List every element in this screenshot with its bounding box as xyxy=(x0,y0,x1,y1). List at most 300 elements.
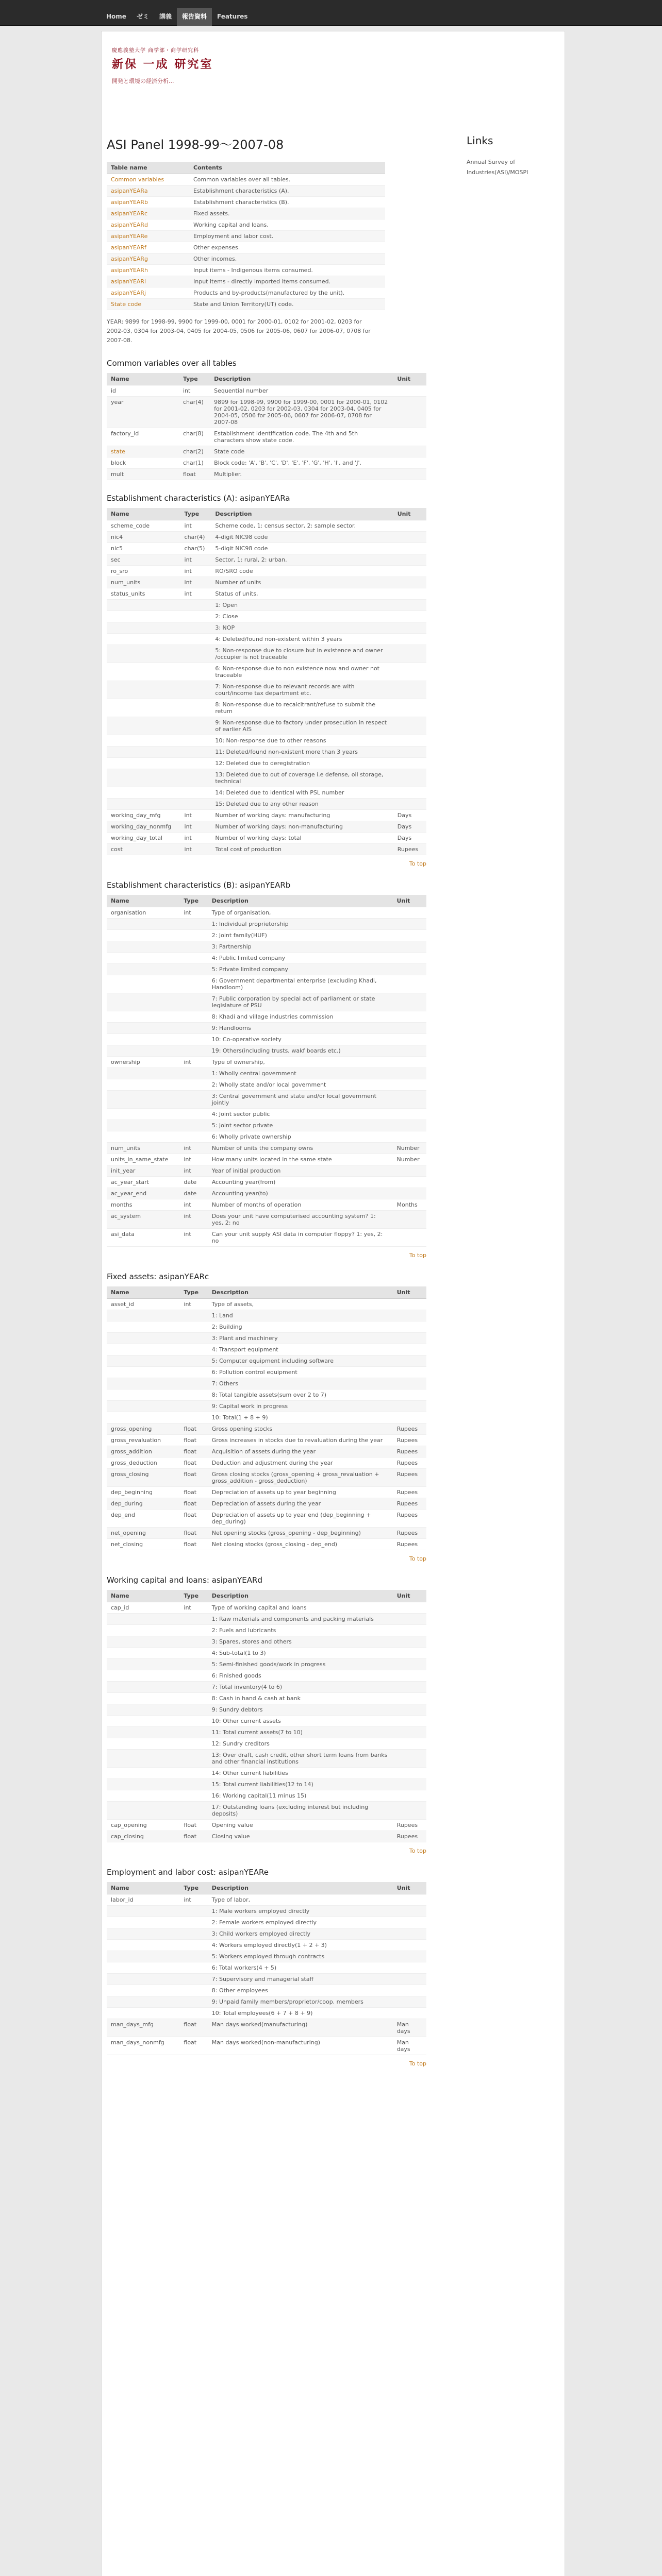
cell-description: 7: Total inventory(4 to 6) xyxy=(208,1682,393,1693)
cell-type xyxy=(179,975,207,993)
cell-type xyxy=(179,1985,207,1996)
cell-description: Number of working days: non-manufacturing xyxy=(211,821,393,833)
table-row xyxy=(107,941,426,953)
table-row xyxy=(107,1727,426,1738)
cell-type: int xyxy=(179,1199,207,1211)
to-top-link[interactable]: To top xyxy=(409,1848,426,1854)
cell-description: Number of working days: manufacturing xyxy=(211,810,393,821)
cell-description: 4: Deleted/found non-existent within 3 years xyxy=(211,634,393,645)
table-row xyxy=(107,975,426,993)
cell-unit xyxy=(393,1682,426,1693)
table-row xyxy=(107,1446,426,1458)
cell-name xyxy=(107,1738,179,1750)
table-row xyxy=(107,964,426,975)
cell-name: cap_id xyxy=(107,1602,179,1614)
cell-unit xyxy=(393,1299,426,1310)
cell-type xyxy=(180,611,211,622)
cell-description: Number of working days: total xyxy=(211,833,393,844)
cell-type xyxy=(179,1670,207,1682)
table-row xyxy=(107,993,426,1011)
index-cell-contents: Employment and labor cost. xyxy=(189,231,385,242)
to-top-link[interactable]: To top xyxy=(409,2060,426,2067)
cell-unit xyxy=(393,1389,426,1401)
index-row xyxy=(107,174,385,185)
cell-description: Closing value xyxy=(208,1831,393,1842)
cell-type xyxy=(179,1131,207,1143)
cell-description: 10: Non-response due to other reasons xyxy=(211,735,393,747)
table-row xyxy=(107,717,426,735)
cell-unit: Rupees xyxy=(393,1510,426,1528)
cell-unit: Days xyxy=(393,821,426,833)
cell-type xyxy=(179,1648,207,1659)
cell-type: float xyxy=(179,1469,207,1487)
index-table-link[interactable]: asipanYEARh xyxy=(111,267,148,274)
cell-name: nic5 xyxy=(107,543,180,554)
table-row xyxy=(107,1389,426,1401)
cell-name: scheme_code xyxy=(107,520,180,532)
cell-unit xyxy=(393,622,426,634)
cell-description: 5: Joint sector private xyxy=(208,1120,393,1131)
cell-type xyxy=(180,717,211,735)
table-row xyxy=(107,810,426,821)
cell-name: asset_id xyxy=(107,1299,179,1310)
cell-unit xyxy=(393,681,426,699)
section-title: Establishment characteristics (A): asipanYEARa xyxy=(107,494,290,503)
cell-description: Accounting year(from) xyxy=(208,1177,393,1188)
table-row xyxy=(107,428,426,446)
table-row xyxy=(107,1199,426,1211)
index-table-link[interactable]: asipanYEARe xyxy=(111,233,148,240)
cell-unit xyxy=(393,1738,426,1750)
table-row xyxy=(107,1034,426,1045)
cell-name xyxy=(107,1779,179,1790)
cell-type xyxy=(179,1120,207,1131)
table-row xyxy=(107,1143,426,1154)
cell-unit xyxy=(393,1378,426,1389)
cell-type xyxy=(179,1023,207,1034)
cell-type xyxy=(179,1704,207,1716)
table-row xyxy=(107,397,426,428)
table-row xyxy=(107,1790,426,1802)
cell-name: dep_beginning xyxy=(107,1487,179,1498)
cell-description: 3: Partnership xyxy=(208,941,393,953)
cell-name xyxy=(107,1131,179,1143)
cell-name: net_closing xyxy=(107,1539,179,1550)
logo-title: 新保 一成 研究室 xyxy=(112,58,213,71)
cell-description: 4: Workers employed directly(1 + 2 + 3) xyxy=(208,1940,393,1951)
cell-description: 14: Deleted due to identical with PSL number xyxy=(211,787,393,799)
index-table-link[interactable]: Common variables xyxy=(111,176,164,183)
cell-name xyxy=(107,1659,179,1670)
cell-type xyxy=(179,1079,207,1091)
logo-subtitle: 開発と環境の経済分析... xyxy=(112,78,174,84)
cell-type xyxy=(179,1091,207,1109)
column-header: Unit xyxy=(393,1286,426,1299)
cell-unit xyxy=(393,919,426,930)
cell-type: char(4) xyxy=(180,532,211,543)
cell-name: mult xyxy=(107,469,179,480)
cell-name xyxy=(107,1120,179,1131)
column-header: Type xyxy=(180,508,211,520)
cell-type xyxy=(179,1045,207,1057)
index-cell-contents: Input items - directly imported items consumed. xyxy=(189,276,385,287)
cell-description: 1: Raw materials and components and packing materials xyxy=(208,1614,393,1625)
cell-unit xyxy=(393,577,426,588)
cell-description: 1: Open xyxy=(211,600,393,611)
cell-unit xyxy=(393,1229,426,1247)
cell-unit xyxy=(393,993,426,1011)
cell-name xyxy=(107,699,180,717)
table-row xyxy=(107,1738,426,1750)
cell-unit: Rupees xyxy=(393,1498,426,1510)
column-header: Unit xyxy=(393,373,426,385)
cell-type: date xyxy=(179,1188,207,1199)
cell-unit xyxy=(393,634,426,645)
cell-description: 7: Others xyxy=(208,1378,393,1389)
cell-type: int xyxy=(179,1154,207,1165)
cell-unit xyxy=(393,1996,426,2008)
cell-description: Opening value xyxy=(208,1820,393,1831)
cell-type: char(4) xyxy=(179,397,210,428)
cell-name xyxy=(107,1790,179,1802)
sidebar xyxy=(467,134,554,177)
cell-name: ac_year_end xyxy=(107,1188,179,1199)
index-table-link[interactable]: asipanYEARb xyxy=(111,199,148,206)
cell-name: dep_during xyxy=(107,1498,179,1510)
cell-name xyxy=(107,1011,179,1023)
cell-type: float xyxy=(179,2019,207,2037)
cell-unit xyxy=(393,1011,426,1023)
cell-unit xyxy=(393,397,426,428)
cell-description: State code xyxy=(210,446,393,457)
table-row xyxy=(107,1412,426,1423)
cell-description: Multiplier. xyxy=(210,469,393,480)
cell-type xyxy=(180,735,211,747)
index-cell-name xyxy=(107,287,189,299)
nav-item-2[interactable]: 講義 xyxy=(159,13,172,20)
cell-name: gross_opening xyxy=(107,1423,179,1435)
cell-name xyxy=(107,1940,179,1951)
index-table-link[interactable]: asipanYEARi xyxy=(111,278,146,285)
cell-unit xyxy=(393,1928,426,1940)
table-row xyxy=(107,1401,426,1412)
table-row xyxy=(107,907,426,919)
cell-type: int xyxy=(179,1211,207,1229)
cell-type xyxy=(179,993,207,1011)
cell-name: gross_revaluation xyxy=(107,1435,179,1446)
table-row xyxy=(107,1820,426,1831)
cell-type: float xyxy=(179,469,210,480)
index-header-name: Table name xyxy=(107,162,189,174)
cell-name xyxy=(107,1333,179,1344)
cell-name: init_year xyxy=(107,1165,179,1177)
cell-description: 7: Supervisory and managerial staff xyxy=(208,1974,393,1985)
cell-unit xyxy=(393,554,426,566)
cell-name: year xyxy=(107,397,179,428)
cell-type: int xyxy=(180,520,211,532)
cell-description: Gross closing stocks (gross_opening + gross_revaluation + gross_addition - gross_deduction) xyxy=(208,1469,393,1487)
cell-unit xyxy=(393,385,426,397)
table-row xyxy=(107,1704,426,1716)
cell-description: 12: Deleted due to deregistration xyxy=(211,758,393,769)
table-row xyxy=(107,1648,426,1659)
cell-unit xyxy=(393,1131,426,1143)
index-cell-name xyxy=(107,174,189,185)
cell-description: 7: Public corporation by special act of parliament or state legislature of PSU xyxy=(208,993,393,1011)
cell-description: Number of units xyxy=(211,577,393,588)
index-table-link[interactable]: asipanYEARd xyxy=(111,222,148,228)
cell-description: Accounting year(to) xyxy=(208,1188,393,1199)
to-top-link[interactable]: To top xyxy=(409,860,426,867)
cell-type xyxy=(179,1996,207,2008)
cell-unit xyxy=(393,1625,426,1636)
cell-type: int xyxy=(180,577,211,588)
nav-item-3[interactable]: 報告資料 xyxy=(177,8,212,26)
cell-description: Deduction and adjustment during the year xyxy=(208,1458,393,1469)
cell-description: 19: Others(including trusts, wakf boards etc.) xyxy=(208,1045,393,1057)
cell-name xyxy=(107,1906,179,1917)
cell-type xyxy=(180,787,211,799)
cell-unit xyxy=(393,1614,426,1625)
cell-unit xyxy=(393,611,426,622)
cell-type xyxy=(179,1940,207,1951)
column-header: Name xyxy=(107,1882,179,1894)
table-row xyxy=(107,833,426,844)
table-row xyxy=(107,699,426,717)
cell-unit xyxy=(393,588,426,600)
cell-unit xyxy=(393,532,426,543)
table-row xyxy=(107,446,426,457)
cell-name xyxy=(107,1625,179,1636)
table-row xyxy=(107,543,426,554)
cell-description: 15: Total current liabilities(12 to 14) xyxy=(208,1779,393,1790)
cell-type xyxy=(179,1389,207,1401)
main-content xyxy=(107,134,529,2067)
cell-type xyxy=(179,1738,207,1750)
table-row xyxy=(107,1498,426,1510)
table-row xyxy=(107,1211,426,1229)
cell-name xyxy=(107,1310,179,1321)
index-cell-name xyxy=(107,276,189,287)
cell-unit xyxy=(393,428,426,446)
cell-description: Year of initial production xyxy=(208,1165,393,1177)
cell-description: How many units located in the same state xyxy=(208,1154,393,1165)
table-row xyxy=(107,758,426,769)
cell-unit xyxy=(393,799,426,810)
cell-type: int xyxy=(179,1057,207,1068)
cell-unit xyxy=(393,907,426,919)
cell-name xyxy=(107,1951,179,1962)
cell-name: man_days_nonmfg xyxy=(107,2037,179,2055)
table-row xyxy=(107,1917,426,1928)
cell-type xyxy=(180,663,211,681)
table-row xyxy=(107,1659,426,1670)
cell-type: int xyxy=(179,907,207,919)
column-header: Name xyxy=(107,895,179,907)
page-title: ASI Panel 1998-99〜2007-08 xyxy=(107,138,284,152)
table-row xyxy=(107,663,426,681)
column-header: Name xyxy=(107,373,179,385)
cell-type xyxy=(179,1802,207,1820)
table-row xyxy=(107,1831,426,1842)
cell-unit: Days xyxy=(393,810,426,821)
cell-description: 11: Deleted/found non-existent more than 3 years xyxy=(211,747,393,758)
table-row xyxy=(107,645,426,663)
cell-name xyxy=(107,663,180,681)
table-row xyxy=(107,787,426,799)
cell-name: factory_id xyxy=(107,428,179,446)
cell-type xyxy=(179,1768,207,1779)
cell-type: float xyxy=(179,1539,207,1550)
cell-name xyxy=(107,634,180,645)
cell-name: working_day_nonmfg xyxy=(107,821,180,833)
cell-name xyxy=(107,1614,179,1625)
table-row xyxy=(107,1602,426,1614)
table-row xyxy=(107,2037,426,2055)
cell-unit: Rupees xyxy=(393,844,426,855)
cell-description: Type of ownership, xyxy=(208,1057,393,1068)
cell-unit xyxy=(393,1790,426,1802)
cell-description: 8: Non-response due to recalcitrant/refuse to submit the return xyxy=(211,699,393,717)
cell-type xyxy=(179,1951,207,1962)
nav-item-4[interactable]: Features xyxy=(217,13,248,20)
cell-type xyxy=(179,930,207,941)
cell-description: 10: Total employees(6 + 7 + 8 + 9) xyxy=(208,2008,393,2019)
cell-description: 6: Finished goods xyxy=(208,1670,393,1682)
table-row xyxy=(107,1131,426,1143)
nav-item-1[interactable]: ゼミ xyxy=(136,13,149,20)
cell-unit: Rupees xyxy=(393,1469,426,1487)
cell-unit xyxy=(393,1602,426,1614)
index-cell-contents: Input items - Indigenous items consumed. xyxy=(189,265,385,276)
variable-table xyxy=(107,373,426,480)
to-top-link[interactable]: To top xyxy=(409,1555,426,1562)
table-row xyxy=(107,566,426,577)
cell-description: Type of assets, xyxy=(208,1299,393,1310)
cell-unit xyxy=(393,953,426,964)
cell-description: Does your unit have computerised accounting system? 1: yes, 2: no xyxy=(208,1211,393,1229)
cell-description: 6: Government departmental enterprise (excluding Khadi, Handloom) xyxy=(208,975,393,993)
cell-description: Depreciation of assets during the year xyxy=(208,1498,393,1510)
cell-description: 10: Total(1 + 8 + 9) xyxy=(208,1412,393,1423)
years-note: YEAR: 9899 for 1998-99, 9900 for 1999-00, 0001 for 2000-01, 0102 for 2001-02, 0203 for 2002-03, 0304 for 2003-04, 0405 for 2004-05, 0506 for 2005-06, 0607 for 2006-07, 0708 for 2007-08. xyxy=(107,318,371,344)
index-cell-contents: State and Union Territory(UT) code. xyxy=(189,299,385,310)
cell-unit: Rupees xyxy=(393,1423,426,1435)
cell-name xyxy=(107,975,179,993)
cell-description: Type of labor, xyxy=(208,1894,393,1906)
cell-name xyxy=(107,1412,179,1423)
index-table-link[interactable]: asipanYEARa xyxy=(111,188,148,194)
cell-name: organisation xyxy=(107,907,179,919)
cell-name xyxy=(107,930,179,941)
index-header-contents: Contents xyxy=(189,162,385,174)
index-table-link[interactable]: asipanYEARc xyxy=(111,210,148,217)
cell-description: 5: Private limited company xyxy=(208,964,393,975)
to-top-link[interactable]: To top xyxy=(409,1252,426,1259)
table-row xyxy=(107,1458,426,1469)
table-row xyxy=(107,1177,426,1188)
cell-type xyxy=(180,747,211,758)
cell-name xyxy=(107,1068,179,1079)
cell-name: dep_end xyxy=(107,1510,179,1528)
cell-unit xyxy=(393,1768,426,1779)
index-table-link[interactable]: State code xyxy=(111,301,142,308)
index-cell-contents: Other incomes. xyxy=(189,253,385,265)
index-cell-name xyxy=(107,219,189,231)
cell-type: int xyxy=(179,1894,207,1906)
site-logo[interactable] xyxy=(112,46,220,95)
cell-unit: Rupees xyxy=(393,1435,426,1446)
table-row xyxy=(107,1011,426,1023)
cell-description: 13: Over draft, cash credit, other short term loans from banks and other financial institutions xyxy=(208,1750,393,1768)
cell-description: 6: Non-response due to non existence now and owner not traceable xyxy=(211,663,393,681)
cell-name xyxy=(107,735,180,747)
cell-unit xyxy=(393,1985,426,1996)
index-cell-contents: Establishment characteristics (A). xyxy=(189,185,385,197)
cell-unit: Rupees xyxy=(393,1539,426,1550)
nav-item-0[interactable]: Home xyxy=(106,13,126,20)
index-table-link[interactable]: asipanYEARf xyxy=(111,244,146,251)
cell-unit xyxy=(393,1974,426,1985)
variable-table xyxy=(107,895,426,1247)
cell-name: state xyxy=(107,446,179,457)
table-row xyxy=(107,1974,426,1985)
cell-unit xyxy=(393,1670,426,1682)
cell-description: 5: Semi-finished goods/work in progress xyxy=(208,1659,393,1670)
cell-unit xyxy=(393,1779,426,1790)
cell-type xyxy=(179,1344,207,1355)
table-row xyxy=(107,1625,426,1636)
table-row xyxy=(107,588,426,600)
cell-type: int xyxy=(180,588,211,600)
cell-description: 10: Other current assets xyxy=(208,1716,393,1727)
cell-name xyxy=(107,2008,179,2019)
sidebar-link-asi[interactable]: Annual Survey of Industries(ASI)/MOSPI xyxy=(467,159,528,176)
cell-type: int xyxy=(180,554,211,566)
cell-unit xyxy=(393,699,426,717)
cell-description: 9: Non-response due to factory under prosecution in respect of earlier AIS xyxy=(211,717,393,735)
cell-name: nic4 xyxy=(107,532,180,543)
table-row xyxy=(107,930,426,941)
cell-unit xyxy=(393,787,426,799)
cell-type xyxy=(179,1412,207,1423)
index-row xyxy=(107,253,385,265)
cell-unit xyxy=(393,747,426,758)
index-cell-contents: Other expenses. xyxy=(189,242,385,253)
cell-type: int xyxy=(180,821,211,833)
cell-unit: Number xyxy=(393,1154,426,1165)
index-table-link[interactable]: asipanYEARg xyxy=(111,256,148,262)
cell-description: Establishment identification code. The 4th and 5th characters show state code. xyxy=(210,428,393,446)
cell-type xyxy=(179,1962,207,1974)
cell-description: 15: Deleted due to any other reason xyxy=(211,799,393,810)
cell-unit xyxy=(393,1659,426,1670)
cell-unit xyxy=(393,2008,426,2019)
cell-name xyxy=(107,799,180,810)
table-row xyxy=(107,844,426,855)
index-table-link[interactable]: asipanYEARj xyxy=(111,290,146,296)
cell-description: Man days worked(non-manufacturing) xyxy=(208,2037,393,2055)
cell-name: ac_system xyxy=(107,1211,179,1229)
cell-type xyxy=(179,1614,207,1625)
cell-type: float xyxy=(179,1435,207,1446)
cell-type xyxy=(180,622,211,634)
cell-type: float xyxy=(179,1423,207,1435)
table-row xyxy=(107,681,426,699)
table-row xyxy=(107,611,426,622)
cell-unit xyxy=(393,1367,426,1378)
cell-type xyxy=(179,1917,207,1928)
